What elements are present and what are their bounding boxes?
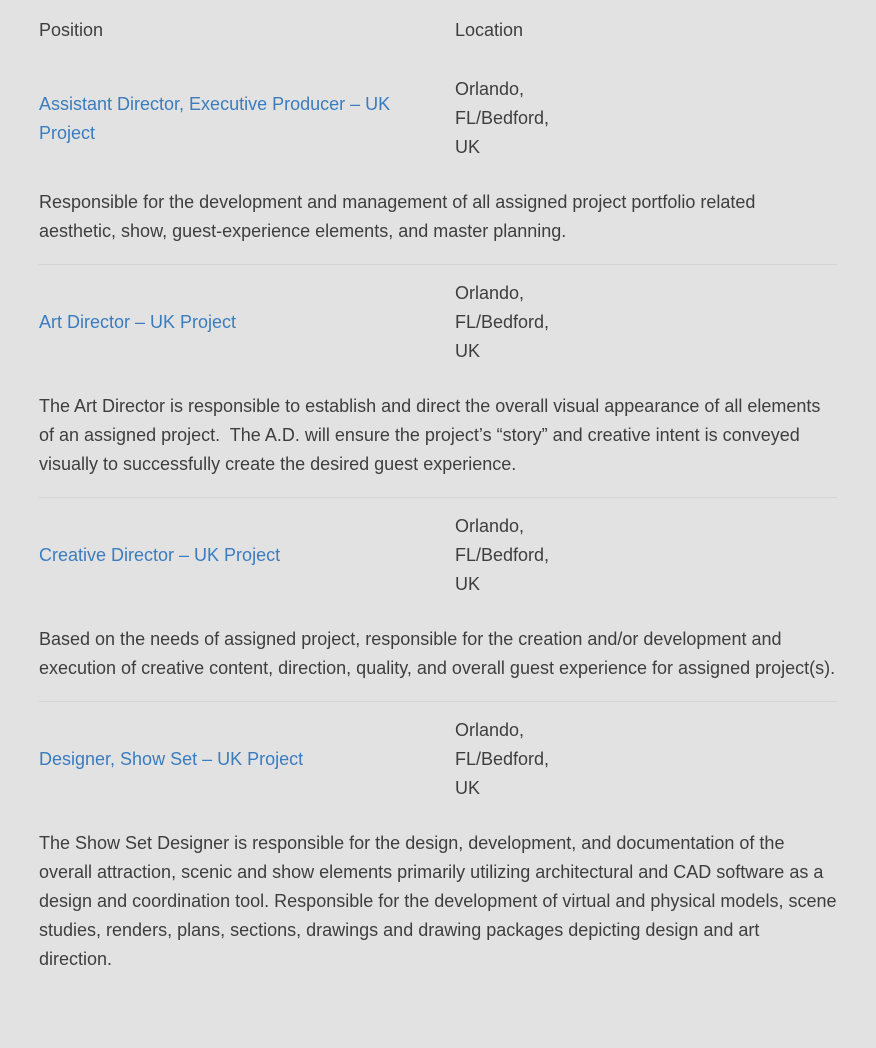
job-title-location-row <box>39 512 837 599</box>
location-cell: Orlando, FL/Bedford, UK <box>455 283 550 361</box>
location-cell: Orlando, FL/Bedford, UK <box>455 720 550 798</box>
location-cell: Orlando, FL/Bedford, UK <box>455 516 550 594</box>
job-row-art-director <box>39 264 837 479</box>
job-row-assistant-director <box>39 75 837 246</box>
position-cell <box>39 745 455 774</box>
job-link-art-director[interactable]: Art Director – UK Project <box>39 312 237 332</box>
job-description: The Show Set Designer is responsible for the design, development, and documentation of the overall attraction, scenic and show elements primarily utilizing architectural and CAD software as a design and coordination tool. Responsible for the development of virtual and physical models, scene studies, renders, plans, sections, drawings and drawing packages depicting design and art direction. <box>39 833 842 969</box>
job-description: Responsible for the development and management of all assigned project portfolio related aesthetic, show, guest-experience elements, and master planning. <box>39 192 761 241</box>
job-row-designer-show-set <box>39 701 842 974</box>
job-title-location-row <box>39 279 837 366</box>
job-title-location-row <box>39 75 837 162</box>
position-column-header: Position <box>39 20 104 40</box>
job-link-designer-show-set[interactable]: Designer, Show Set – UK Project <box>39 749 304 769</box>
position-cell <box>39 308 455 337</box>
job-link-creative-director[interactable]: Creative Director – UK Project <box>39 545 281 565</box>
position-cell <box>39 541 455 570</box>
job-description: Based on the needs of assigned project, responsible for the creation and/or development and execution of creative content, direction, quality, and overall guest experience for assigned project(s). <box>39 629 836 678</box>
job-row-creative-director <box>39 497 837 683</box>
location-cell: Orlando, FL/Bedford, UK <box>455 79 550 157</box>
location-column-header: Location <box>455 20 524 40</box>
job-link-assistant-director-executive-producer[interactable]: Assistant Director, Executive Producer – UK Project <box>39 93 391 143</box>
job-title-location-row <box>39 716 837 803</box>
position-cell <box>39 90 455 148</box>
job-description: The Art Director is responsible to establish and direct the overall visual appearance of all elements of an assigned project. The A.D. will ensure the project’s “story” and creative intent is conveyed visually to successfully create the desired guest experience. <box>39 396 826 474</box>
table-header-row <box>39 16 837 45</box>
